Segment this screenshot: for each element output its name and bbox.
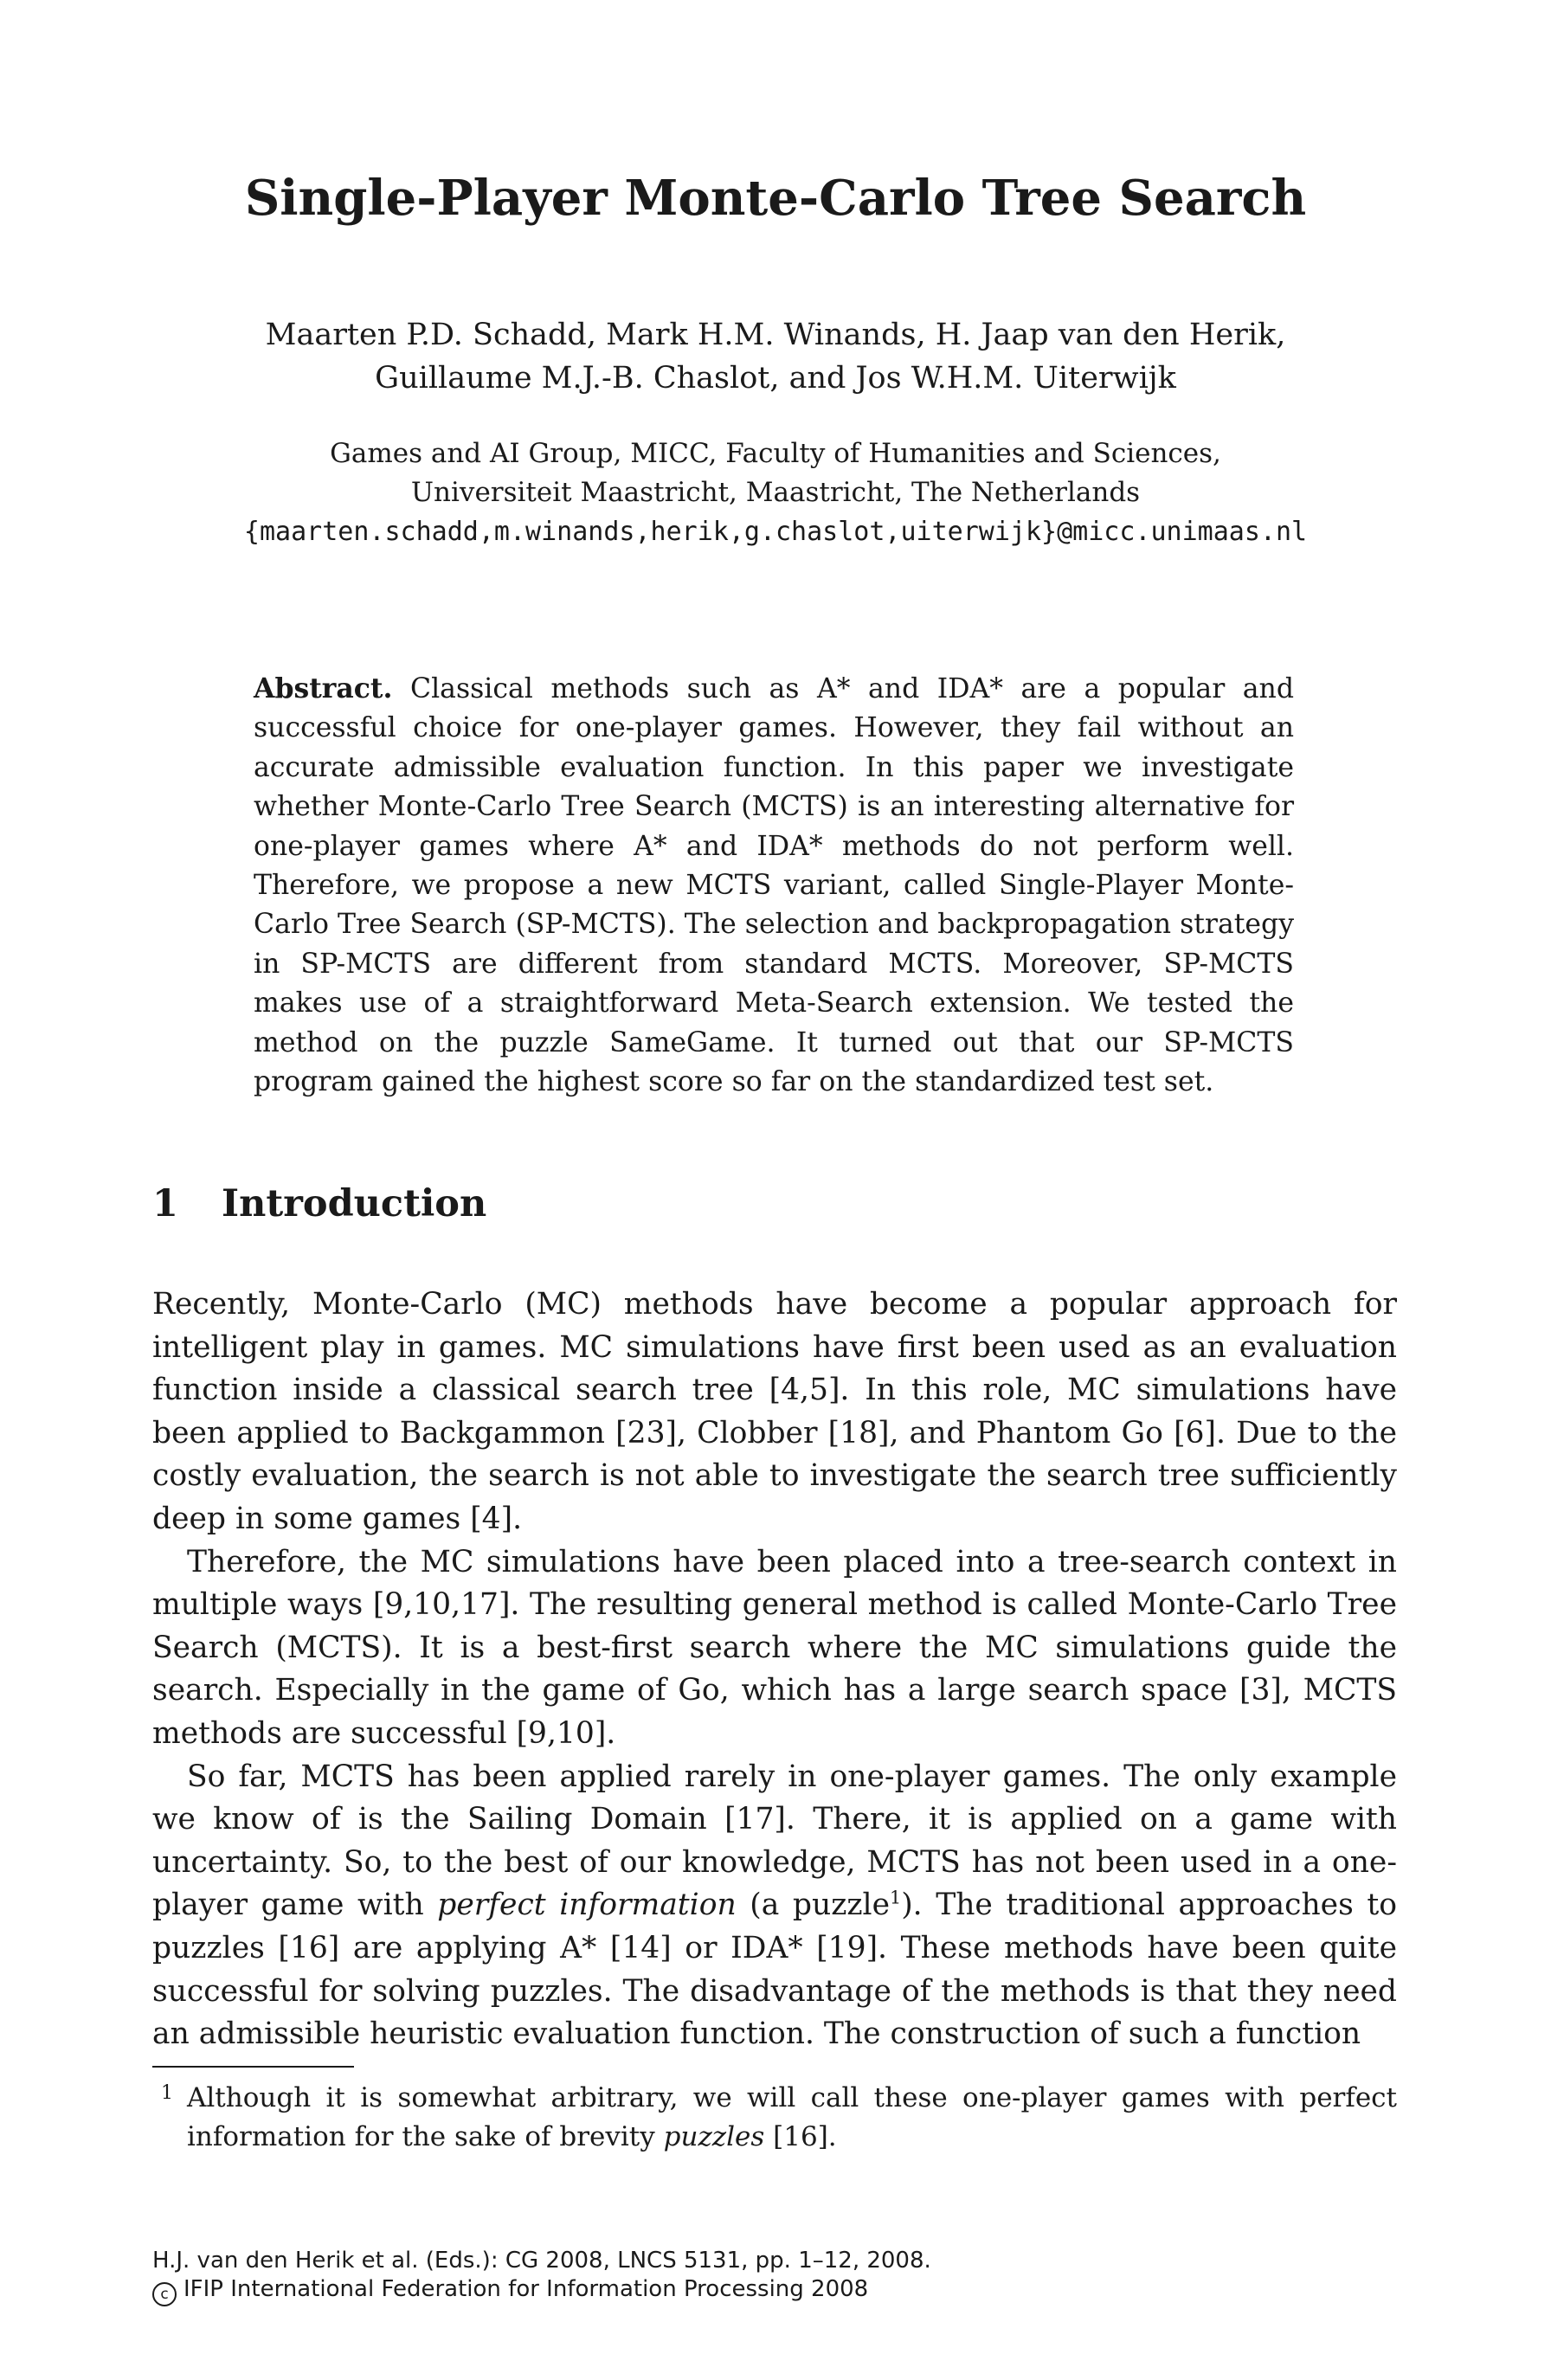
footnote-rule	[152, 2066, 354, 2068]
introduction-body	[152, 1283, 1397, 2056]
footnote-text-b: [16].	[764, 2121, 837, 2152]
footnote-mark: 1	[161, 2082, 173, 2104]
abstract-text: Classical methods such as A* and IDA* are a popular and successful choice for one-player games. However, they fail without an accurate admissible evaluation function. In this paper we investigate whether Monte-Carlo Tree Search (MCTS) is an interesting alternative for one-player games where A* and IDA* methods do not perform well. Therefore, we propose a new MCTS variant, called Single-Player Monte-Carlo Tree Search (SP-MCTS). The selection and backpropagation strategy in SP-MCTS are different from standard MCTS. Moreover, SP-MCTS makes use of a straightforward Meta-Search extension. We tested the method on the puzzle SameGame. It turned out that our SP-MCTS program gained the highest score so far on the standardized test set.	[254, 673, 1295, 1098]
section-title: Introduction	[222, 1182, 487, 1225]
footnote-1	[152, 2079, 1397, 2157]
intro-p3-emphasis: perfect information	[437, 1888, 737, 1923]
intro-paragraph-3	[152, 1756, 1397, 2056]
author-emails: {maarten.schadd,m.winands,herik,g.chaslot,uiterwijk}@micc.unimaas.nl	[243, 517, 1308, 547]
abstract	[254, 669, 1294, 1102]
copyright-icon: c	[152, 2282, 177, 2306]
intro-p3-part-b: (a puzzle	[736, 1888, 891, 1923]
footnote-emphasis: puzzles	[663, 2121, 765, 2152]
intro-p3-part-c: ). The traditional approaches to puzzles [16] are applying A* [14] or IDA* [19]. These methods have been quite successful for solving puzzles. The disadvantage of the methods is that they need an admissible heuristic evaluation function. The construction of such a function	[152, 1888, 1398, 2052]
affiliation-line-1: Games and AI Group, MICC, Faculty of Humanities and Sciences,	[330, 438, 1221, 469]
section-heading-introduction	[152, 1182, 486, 1225]
imprint-line-2-text: IFIP International Federation for Information Processing 2008	[183, 2276, 869, 2302]
publication-imprint	[152, 2247, 931, 2306]
intro-paragraph-2: Therefore, the MC simulations have been placed into a tree-search context in multiple ways [9,10,17]. The resulting general method is called Monte-Carlo Tree Search (MCTS). It is a best-first search where the MC simulations guide the search. Especially in the game of Go, which has a large search space [3], MCTS methods are successful [9,10].	[152, 1544, 1397, 1751]
affiliation-line-2: Universiteit Maastricht, Maastricht, The Netherlands	[410, 477, 1141, 508]
authors-line-1: Maarten P.D. Schadd, Mark H.M. Winands, H. Jaap van den Herik,	[265, 318, 1286, 352]
footnote-text	[152, 2079, 1397, 2157]
authors-line-2: Guillaume M.J.-B. Chaslot, and Jos W.H.M. Uiterwijk	[375, 361, 1176, 396]
author-list	[0, 313, 1551, 400]
paper-title: Single-Player Monte-Carlo Tree Search	[244, 170, 1307, 227]
abstract-label: Abstract.	[254, 672, 393, 704]
imprint-line-1: H.J. van den Herik et al. (Eds.): CG 2008, LNCS 5131, pp. 1–12, 2008.	[152, 2248, 931, 2274]
intro-paragraph-1: Recently, Monte-Carlo (MC) methods have become a popular approach for intelligent play in games. MC simulations have first been used as an evaluation function inside a classical search tree [4,5]. In this role, MC simulations have been applied to Backgammon [23], Clobber [18], and Phantom Go [6]. Due to the costly evaluation, the search is not able to investigate the search tree sufficiently deep in some games [4].	[152, 1287, 1397, 1536]
affiliation-block	[0, 434, 1551, 551]
imprint-line-2	[152, 2275, 931, 2306]
section-number: 1	[152, 1182, 178, 1225]
footnote-ref-1: 1	[890, 1887, 902, 1908]
footnote-text-a: Although it is somewhat arbitrary, we will call these one-player games with perfect information for the sake of brevity	[187, 2082, 1397, 2152]
intro-p3-part-a: So far, MCTS has been applied rarely in one-player games. The only example we know of is the Sailing Domain [17]. There, it is applied on a game with uncertainty. So, to the best of our knowledge, MCTS has not been used in a one-player game with	[152, 1759, 1397, 1923]
